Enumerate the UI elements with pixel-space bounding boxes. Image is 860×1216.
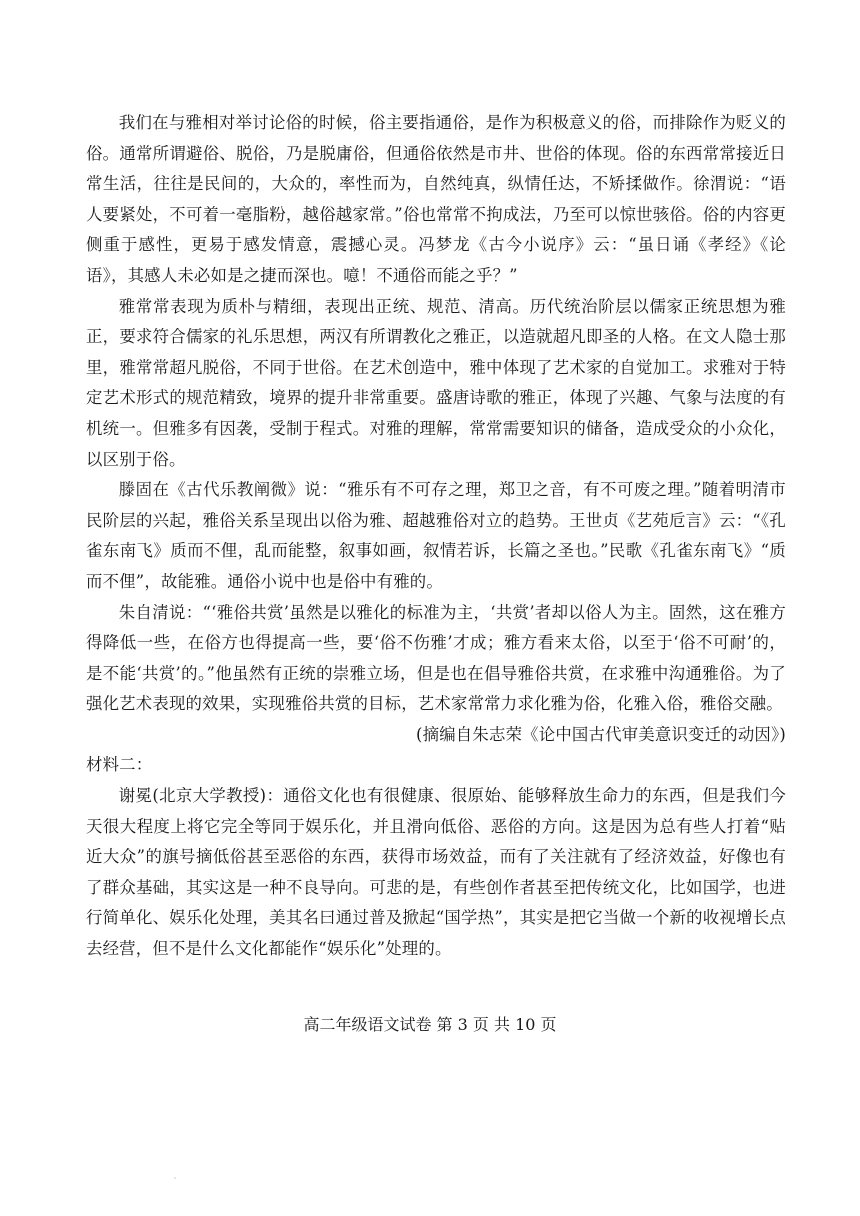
paragraph-3: 滕固在《古代乐教阐微》说：“雅乐有不可存之理，郑卫之音，有不可废之理。”随着明清市民阶层的兴起，雅俗关系呈现出以俗为雅、超越雅俗对立的趋势。王世贞《艺苑卮言》云：“《孔雀东南飞》质而不俚，乱而能整，叙事如画，叙情若诉，长篇之圣也。”民歌《孔雀东南飞》“质而不俚”，故能雅。通俗小说中也是俗中有雅的。 [86, 480, 786, 591]
scan-dot [174, 1177, 176, 1179]
material-2-paragraph: 谢冕(北京大学教授)：通俗文化也有很健康、很原始、能够释放生命力的东西，但是我们今天很大程度上将它完全等同于娱乐化，并且滑向低俗、恶俗的方向。这是因为总有些人打着“贴近大众”的旗号摘低俗甚至恶俗的东西，获得市场效益，而有了关注就有了经济效益，好像也有了群众基础，其实这是一种不良导向。可悲的是，有些创作者甚至把传统文化，比如国学，也进行简单化、娱乐化处理，美其名曰通过普及掀起“国学热”，其实是把它当做一个新的收视增长点去经营，但不是什么文化都能作“娱乐化”处理的。 [86, 786, 786, 959]
paragraph-4: 朱自清说：“‘雅俗共赏’虽然是以雅化的标准为主，‘共赏’者却以俗人为主。固然，这在雅方得降低一些，在俗方也得提高一些，要‘俗不伤雅’才成；雅方看来太俗，以至于‘俗不可耐’的，是不能‘共赏’的。”他虽然有正统的崇雅立场，但是也在倡导雅俗共赏，在求雅中沟通雅俗。为了强化艺术表现的效果，实现雅俗共赏的目标，艺术家常常力求化雅为俗，化雅入俗，雅俗交融。 [86, 602, 786, 714]
paragraph-2: 雅常常表现为质朴与精细，表现出正统、规范、清高。历代统治阶层以儒家正统思想为雅正，要求符合儒家的礼乐思想，两汉有所谓教化之雅正，以造就超凡即圣的人格。在文人隐士那里，雅常常超凡脱俗，不同于世俗。在艺术创造中，雅中体现了艺术家的自觉加工。求雅对于特定艺术形式的规范精致，境界的提升非常重要。盛唐诗歌的雅正，体现了兴趣、气象与法度的有机统一。但雅多有因袭，受制于程式。对雅的理解，常常需要知识的储备，造成受众的小众化，以区别于俗。 [86, 296, 786, 469]
paragraph-1: 我们在与雅相对举讨论俗的时候，俗主要指通俗，是作为积极意义的俗，而排除作为贬义的俗。通常所谓避俗、脱俗，乃是脱庸俗，但通俗依然是市井、世俗的体现。俗的东西常常接近日常生活，往往是民间的，大众的，率性而为，自然纯真，纵情任达，不矫揉做作。徐渭说：“语人要紧处，不可着一毫脂粉，越俗越家常。”俗也常常不拘成法，乃至可以惊世骇俗。俗的内容更侧重于感性，更易于感发情意，震撼心灵。冯梦龙《古今小说序》云：“虽日诵《孝经》《论语》，其感人未必如是之捷而深也。噫！不通俗而能之乎？” [86, 113, 786, 285]
page-footer: 高二年级语文试卷 第 3 页 共 10 页 [303, 1015, 557, 1034]
material-2-heading: 材料二： [86, 755, 153, 775]
source-citation: (摘编自朱志荣《论中国古代审美意识变迁的动因》) [416, 724, 786, 744]
article-body [86, 108, 786, 965]
